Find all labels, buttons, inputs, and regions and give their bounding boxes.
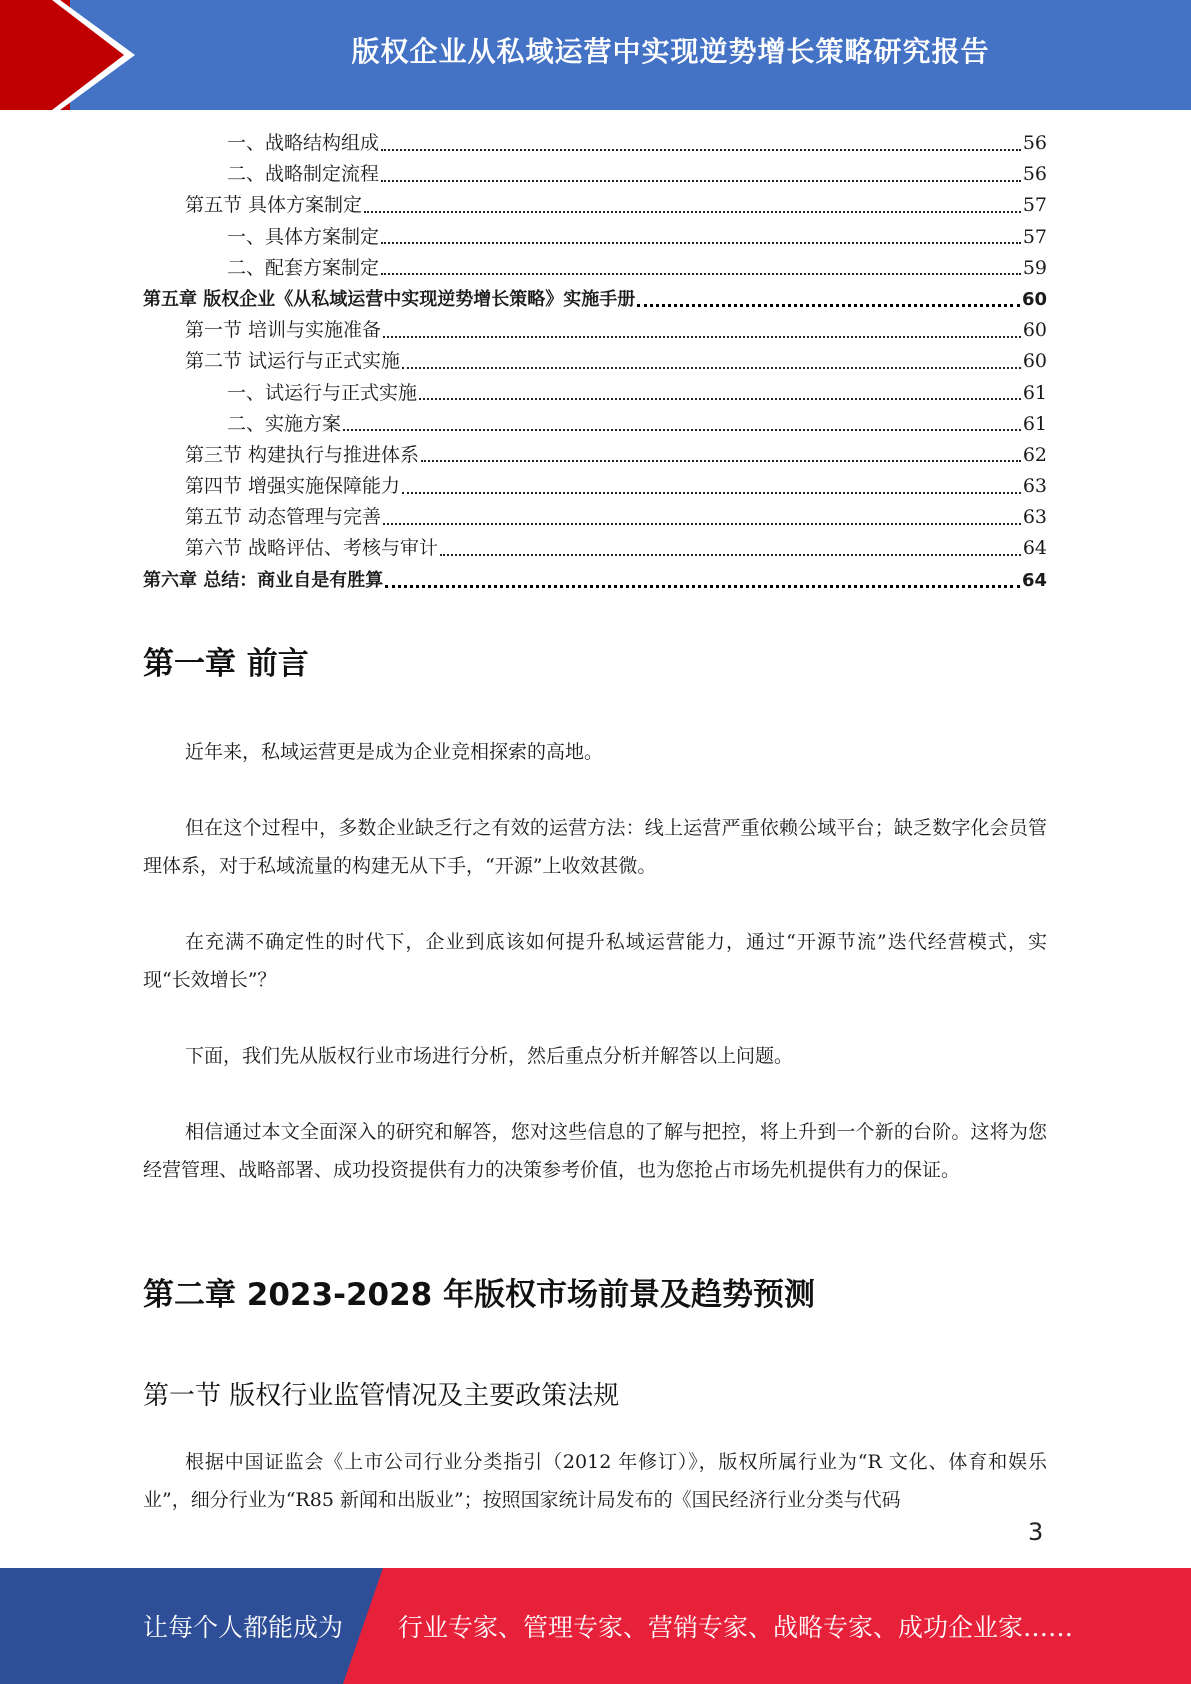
- paragraph: 相信通过本文全面深入的研究和解答，您对这些信息的了解与把控，将上升到一个新的台阶。这将为您经营管理、战略部署、成功投资提供有力的决策参考价值，也为您抢占市场先机提供有力的保证。: [143, 1121, 1047, 1181]
- toc-leader-dots: [343, 429, 1021, 431]
- header-arrow-icon: [0, 0, 160, 110]
- toc-entry-page: 64: [1022, 537, 1047, 560]
- toc-entry-page: 60: [1022, 319, 1047, 342]
- paragraph: 近年来，私域运营更是成为企业竞相探索的高地。: [185, 741, 604, 763]
- toc-leader-dots: [383, 523, 1021, 525]
- toc-leader-dots: [381, 180, 1021, 182]
- toc-entry[interactable]: [143, 378, 1047, 409]
- chapter-1-heading: 第一章 前言: [143, 646, 309, 682]
- toc-entry-page: 59: [1022, 256, 1047, 279]
- paragraph: 在充满不确定性的时代下，企业到底该如何提升私域运营能力，通过“开源节流”迭代经营模式，实现“长效增长”？: [143, 931, 1047, 991]
- toc-entry[interactable]: [143, 471, 1047, 502]
- toc-entry-page: 56: [1022, 132, 1047, 154]
- toc-leader-dots: [402, 492, 1021, 494]
- toc-entry[interactable]: [143, 253, 1047, 284]
- toc-entry-label: 二、战略制定流程: [227, 163, 380, 186]
- table-of-contents: [143, 128, 1047, 596]
- toc-entry-label: 第六节 战略评估、考核与审计: [185, 537, 439, 560]
- toc-leader-dots: [419, 398, 1021, 400]
- header-title: 版权企业从私域运营中实现逆势增长策略研究报告: [351, 35, 990, 68]
- toc-entry-label: 第五章 版权企业《从私域运营中实现逆势增长策略》实施手册: [143, 288, 636, 310]
- toc-leader-dots: [385, 585, 1020, 588]
- toc-entry[interactable]: [143, 284, 1047, 315]
- toc-entry-label: 第五节 动态管理与完善: [185, 506, 382, 529]
- footer-slogan-left: 让每个人都能成为: [143, 1613, 344, 1642]
- toc-leader-dots: [381, 273, 1021, 275]
- paragraph: 下面，我们先从版权行业市场进行分析，然后重点分析并解答以上问题。: [185, 1045, 794, 1067]
- toc-entry-label: 一、试运行与正式实施: [227, 381, 418, 404]
- toc-entry-page: 62: [1022, 443, 1047, 466]
- toc-entry-label: 第四节 增强实施保障能力: [185, 475, 401, 498]
- toc-entry-page: 61: [1022, 412, 1047, 435]
- chapter-2-heading: 第二章 2023-2028 年版权市场前景及趋势预测: [143, 1277, 816, 1313]
- toc-entry[interactable]: [143, 502, 1047, 533]
- toc-entry[interactable]: [143, 159, 1047, 190]
- toc-entry[interactable]: [143, 565, 1047, 596]
- footer-slogan-right: 行业专家、管理专家、营销专家、战略专家、成功企业家……: [398, 1613, 1074, 1642]
- toc-entry-page: 56: [1022, 163, 1047, 186]
- toc-entry-label: 第二节 试运行与正式实施: [185, 350, 401, 373]
- toc-entry-label: 第五节 具体方案制定: [185, 194, 363, 217]
- toc-entry-page: 57: [1022, 194, 1047, 217]
- toc-entry-label: 一、战略结构组成: [227, 132, 380, 154]
- page-header: [0, 0, 1191, 110]
- toc-entry-label: 第一节 培训与实施准备: [185, 319, 382, 342]
- toc-leader-dots: [421, 460, 1021, 462]
- toc-entry-label: 二、配套方案制定: [227, 256, 380, 279]
- toc-entry[interactable]: [143, 190, 1047, 221]
- toc-entry[interactable]: [143, 128, 1047, 159]
- toc-entry[interactable]: [143, 222, 1047, 253]
- page-footer: [0, 1568, 1191, 1684]
- toc-entry-page: 61: [1022, 381, 1047, 404]
- toc-entry-page: 60: [1021, 288, 1047, 310]
- toc-entry[interactable]: [143, 533, 1047, 564]
- toc-entry[interactable]: [143, 315, 1047, 346]
- page-number: 3: [1028, 1518, 1044, 1546]
- toc-entry[interactable]: [143, 440, 1047, 471]
- toc-entry-page: 57: [1022, 225, 1047, 248]
- toc-entry-page: 64: [1021, 569, 1047, 591]
- toc-leader-dots: [383, 336, 1021, 338]
- toc-entry-page: 63: [1022, 506, 1047, 529]
- toc-leader-dots: [637, 304, 1020, 307]
- paragraph: 根据中国证监会《上市公司行业分类指引（2012 年修订）》，版权所属行业为“R 文化、体育和娱乐业”，细分行业为“R85 新闻和出版业”；按照国家统计局发布的《国民经济行业分类与代码: [143, 1451, 1047, 1511]
- toc-leader-dots: [364, 211, 1021, 213]
- toc-entry-label: 第三节 构建执行与推进体系: [185, 443, 420, 466]
- toc-entry-label: 第六章 总结：商业自是有胜算: [143, 569, 384, 591]
- toc-entry-label: 一、具体方案制定: [227, 225, 380, 248]
- toc-entry-page: 63: [1022, 475, 1047, 498]
- section-heading: 第一节 版权行业监管情况及主要政策法规: [143, 1381, 620, 1411]
- toc-entry[interactable]: [143, 409, 1047, 440]
- toc-entry[interactable]: [143, 346, 1047, 377]
- paragraph: 但在这个过程中，多数企业缺乏行之有效的运营方法：线上运营严重依赖公域平台；缺乏数字化会员管理体系，对于私域流量的构建无从下手，“开源”上收效甚微。: [143, 817, 1047, 877]
- toc-leader-dots: [402, 367, 1021, 369]
- toc-leader-dots: [440, 554, 1021, 556]
- toc-leader-dots: [381, 242, 1021, 244]
- toc-entry-page: 60: [1022, 350, 1047, 373]
- toc-entry-label: 二、实施方案: [227, 412, 342, 435]
- toc-leader-dots: [381, 149, 1021, 151]
